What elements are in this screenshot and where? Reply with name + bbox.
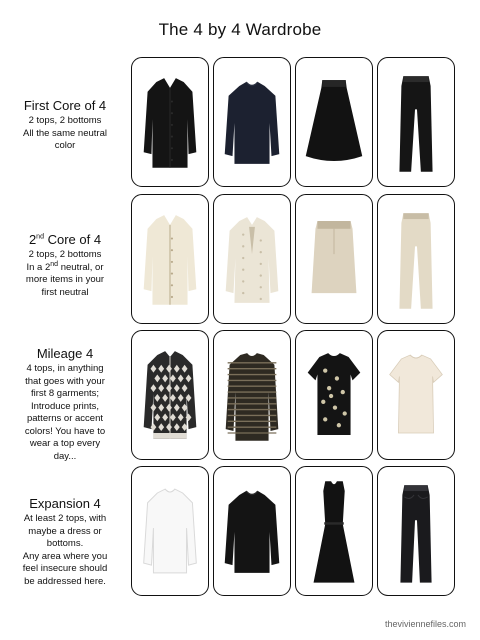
row-heading: Expansion 4 [29, 496, 101, 511]
garment-card [213, 466, 291, 596]
garment-card [377, 330, 455, 460]
garment-card [377, 57, 455, 187]
row-heading [6, 232, 124, 248]
row-line: wear a top every [29, 438, 101, 449]
row-line: 4 tops, in anything [26, 363, 104, 374]
garment-dress-illustration [296, 467, 372, 595]
garment-tee-long-illustration [132, 467, 208, 595]
row-label-second-core [6, 232, 124, 299]
row-label-expansion [6, 496, 124, 588]
line-part: In a 2 [26, 261, 51, 273]
heading-text: Core of 4 [43, 232, 102, 247]
site-credit: theviviennefiles.com [384, 619, 466, 629]
garment-card [131, 330, 209, 460]
row-line: color [54, 140, 76, 151]
garment-tee-illustration [378, 331, 454, 459]
garment-skirt-illustration [296, 58, 372, 186]
garment-card [213, 330, 291, 460]
garment-jeans-illustration [378, 467, 454, 595]
garment-card [295, 330, 373, 460]
row-line: day... [53, 450, 77, 462]
garment-cardigan-illustration [132, 58, 208, 186]
garment-tee-print-illustration [296, 331, 372, 459]
row-line: At least 2 tops, with [23, 513, 107, 524]
row-line: be addressed here. [24, 575, 106, 587]
row-line: colors! You have to [24, 425, 106, 437]
row-line: that goes with your [25, 375, 105, 387]
row-line: feel insecure should [22, 563, 108, 574]
row-label-mileage [6, 346, 124, 463]
row-line: more items in your [25, 274, 105, 285]
garment-card [213, 57, 291, 187]
row-label-first-core [6, 98, 124, 153]
row-line: 2 tops, 2 bottoms [28, 249, 102, 260]
garment-card [131, 57, 209, 187]
row-line: first neutral [41, 286, 89, 298]
garment-sweater-illustration [214, 467, 290, 595]
garment-blouse-illustration [214, 195, 290, 323]
garment-card [295, 194, 373, 324]
row-line: maybe a dress or [28, 525, 102, 537]
garment-tee-stripe-illustration [214, 331, 290, 459]
page-title: The 4 by 4 Wardrobe [158, 20, 322, 39]
row-heading: First Core of 4 [23, 98, 107, 113]
garment-card [213, 194, 291, 324]
garment-skirt-straight-illustration [296, 195, 372, 323]
garment-jacket-print-illustration [132, 331, 208, 459]
heading-suffix: nd [36, 233, 44, 241]
garment-card [131, 194, 209, 324]
row-line: 2 tops, 2 bottoms [28, 115, 102, 126]
garment-pants-illustration [378, 195, 454, 323]
garment-card [377, 194, 455, 324]
row-line: Introduce prints, [30, 400, 100, 412]
line-sup: nd [50, 260, 59, 268]
row-line: patterns or accent [26, 413, 104, 424]
row-line: bottoms. [46, 538, 84, 549]
garment-card [377, 466, 455, 596]
garment-card [131, 466, 209, 596]
garment-card [295, 466, 373, 596]
garment-pants-illustration [378, 58, 454, 186]
garment-sweater-illustration [214, 58, 290, 186]
row-line [6, 262, 124, 275]
row-line: All the same neutral [23, 127, 107, 139]
row-heading: Mileage 4 [36, 346, 94, 361]
heading-number: 2 [28, 232, 37, 247]
line-part: neutral, or [58, 261, 104, 273]
row-line: Any area where you [22, 550, 108, 562]
garment-cardigan-illustration [132, 195, 208, 323]
garment-card [295, 57, 373, 187]
row-line: first 8 garments; [30, 388, 100, 399]
